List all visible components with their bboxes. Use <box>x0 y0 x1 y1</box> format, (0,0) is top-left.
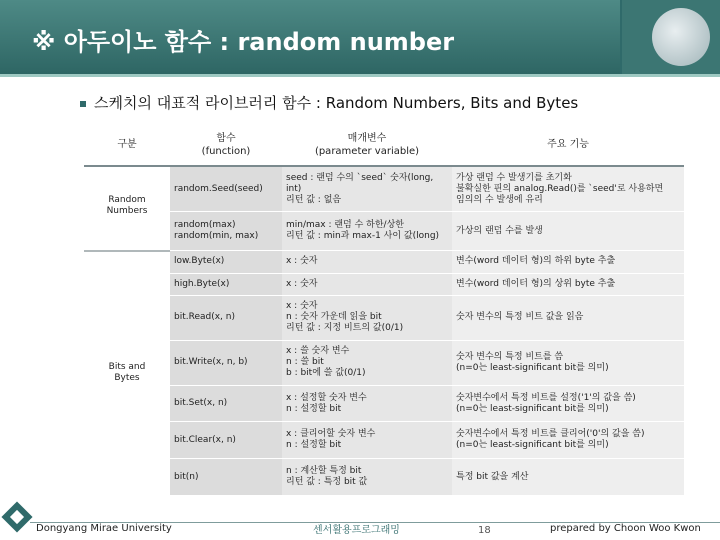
parameter-cell: n : 계산할 특정 bit 리턴 값 : 특정 bit 값 <box>282 459 452 496</box>
function-cell: random.Seed(seed) <box>170 166 282 212</box>
parameter-cell: x : 클리어할 숫자 변수 n : 설정할 bit <box>282 422 452 459</box>
function-cell: bit(n) <box>170 459 282 496</box>
function-cell: bit.Set(x, n) <box>170 385 282 422</box>
function-cell: high.Byte(x) <box>170 273 282 295</box>
description-cell: 가상의 랜덤 수를 발생 <box>452 212 684 251</box>
group-bits-and-bytes: Bits and Bytes <box>84 251 170 496</box>
table-header-row <box>84 124 684 166</box>
description-cell: 변수(word 데이터 형)의 하위 byte 추출 <box>452 251 684 273</box>
description-cell: 변수(word 데이터 형)의 상위 byte 추출 <box>452 273 684 295</box>
footer-course: 센서활용프로그래밍 <box>313 525 400 536</box>
table-row <box>84 251 684 273</box>
col-header-description: 주요 기능 <box>452 124 684 166</box>
parameter-cell: min/max : 랜덤 수 하한/상한 리턴 값 : min과 max-1 사이 값(long) <box>282 212 452 251</box>
parameter-cell: x : 숫자 n : 숫자 가운데 읽을 bit 리턴 값 : 지정 비트의 값(0/1) <box>282 296 452 341</box>
table-row <box>84 296 684 341</box>
description-cell: 숫자변수에서 특정 비트를 설정('1'의 값을 씀) (n=0는 least-significant bit를 의미) <box>452 385 684 422</box>
footer-university: Dongyang Mirae University <box>36 523 172 534</box>
description-cell: 숫자 변수의 특정 비트를 씀 (n=0는 least-significant bit를 의미) <box>452 340 684 385</box>
description-cell: 숫자변수에서 특정 비트를 클리어('0'의 값을 씀) (n=0는 least-significant bit를 의미) <box>452 422 684 459</box>
function-cell: low.Byte(x) <box>170 251 282 273</box>
table-row <box>84 273 684 295</box>
description-cell: 숫자 변수의 특정 비트 값을 읽음 <box>452 296 684 341</box>
function-cell: random(max) random(min, max) <box>170 212 282 251</box>
col-header-function: 함수 (function) <box>170 124 282 166</box>
function-cell: bit.Clear(x, n) <box>170 422 282 459</box>
subtitle-bullet <box>80 92 578 113</box>
col-header-category: 구분 <box>84 124 170 166</box>
parameter-cell: x : 숫자 <box>282 273 452 295</box>
function-cell: bit.Read(x, n) <box>170 296 282 341</box>
col-header-parameter: 매개변수 (parameter variable) <box>282 124 452 166</box>
description-cell: 특정 bit 값을 계산 <box>452 459 684 496</box>
footer-prepared-by: prepared by Choon Woo Kwon <box>550 523 701 534</box>
footer-page-number: 18 <box>478 525 491 536</box>
slide-title: ※ 아두이노 함수 : random number <box>32 28 455 56</box>
group-random-numbers: Random Numbers <box>84 166 170 251</box>
table-row <box>84 459 684 496</box>
table-row <box>84 422 684 459</box>
university-emblem-icon <box>652 8 710 66</box>
parameter-cell: x : 숫자 <box>282 251 452 273</box>
function-cell: bit.Write(x, n, b) <box>170 340 282 385</box>
description-cell: 가상 랜덤 수 발생기를 초기화 불확실한 핀의 analog.Read()를 `seed'로 사용하면 임의의 수 발생에 유리 <box>452 166 684 212</box>
table-row <box>84 385 684 422</box>
header-stripe <box>0 74 720 77</box>
parameter-cell: seed : 랜덤 수의 `seed` 숫자(long, int) 리턴 값 : 없음 <box>282 166 452 212</box>
table-row <box>84 340 684 385</box>
table-row <box>84 212 684 251</box>
subtitle-text: 스케치의 대표적 라이브러리 함수 : Random Numbers, Bits and Bytes <box>94 94 579 112</box>
bullet-square-icon <box>80 101 86 107</box>
function-table <box>84 124 684 496</box>
function-table-grid <box>84 124 684 496</box>
table-row <box>84 166 684 212</box>
parameter-cell: x : 설정할 숫자 변수 n : 설정할 bit <box>282 385 452 422</box>
parameter-cell: x : 쓸 숫자 변수 n : 쓸 bit b : bit에 쓸 값(0/1) <box>282 340 452 385</box>
